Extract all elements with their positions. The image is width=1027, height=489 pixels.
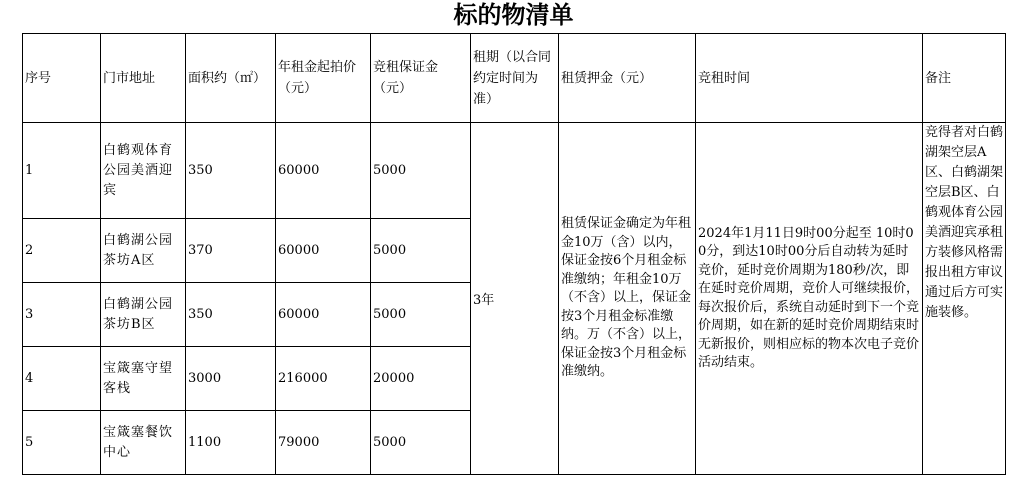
header-lease-term: 租期（以合同约定时间为准） <box>471 34 559 123</box>
cell-start-price: 60000 <box>276 123 371 219</box>
cell-lease-term: 3年 <box>471 123 559 475</box>
table-row <box>23 123 1006 219</box>
cell-start-price: 60000 <box>276 283 371 347</box>
cell-seq: 3 <box>23 283 101 347</box>
cell-start-price: 60000 <box>276 219 371 283</box>
cell-address: 宝箴塞餐饮中心 <box>101 411 186 475</box>
cell-area: 350 <box>186 283 276 347</box>
cell-area: 370 <box>186 219 276 283</box>
header-start-price: 年租金起拍价（元） <box>276 34 371 123</box>
cell-start-price: 79000 <box>276 411 371 475</box>
cell-bid-deposit: 5000 <box>371 123 471 219</box>
cell-bid-deposit: 5000 <box>371 411 471 475</box>
cell-bid-deposit: 20000 <box>371 347 471 411</box>
cell-area: 1100 <box>186 411 276 475</box>
cell-bid-time: 2024年1月11日9时00分起至 10时00分，到达10时00分后自动转为延时竞价，延时竞价周期为180秒/次，即在延时竞价周期，竞价人可继续报价，每次报价后，系统自动延时到下一个竞价周期，如在新的延时竞价周期结束时无新报价，则相应标的物本次电子竞价活动结束。 <box>696 123 923 475</box>
header-seq: 序号 <box>23 34 101 123</box>
target-list-table <box>22 33 1006 475</box>
header-lease-deposit: 租赁押金（元） <box>559 34 696 123</box>
cell-seq: 2 <box>23 219 101 283</box>
header-area: 面积约（㎡） <box>186 34 276 123</box>
cell-address: 白鹤湖公园茶坊B区 <box>101 283 186 347</box>
cell-start-price: 216000 <box>276 347 371 411</box>
header-bid-time: 竞租时间 <box>696 34 923 123</box>
cell-address: 白鹤观体育公园美酒迎宾 <box>101 123 186 219</box>
cell-address: 宝箴塞守望客栈 <box>101 347 186 411</box>
cell-bid-deposit: 5000 <box>371 283 471 347</box>
cell-area: 350 <box>186 123 276 219</box>
header-remarks: 备注 <box>923 34 1006 123</box>
cell-seq: 5 <box>23 411 101 475</box>
cell-bid-deposit: 5000 <box>371 219 471 283</box>
table-header-row <box>23 34 1006 123</box>
document-title: 标的物清单 <box>453 0 574 29</box>
cell-lease-deposit: 租赁保证金确定为年租金10万（含）以内，保证金按6个月租金标准缴纳；年租金10万（不含）以上，保证金按3个月租金标准缴纳。万（不含）以上，保证金按3个月租金标准缴纳。 <box>559 123 696 475</box>
header-bid-deposit: 竞租保证金（元） <box>371 34 471 123</box>
cell-remarks: 竞得者对白鹤湖架空层A区、白鹤湖架空层B区、白鹤观体育公园美酒迎宾承租方装修风格需报出租方审议通过后方可实施装修。 <box>923 123 1006 475</box>
cell-address: 白鹤湖公园茶坊A区 <box>101 219 186 283</box>
header-address: 门市地址 <box>101 34 186 123</box>
cell-seq: 4 <box>23 347 101 411</box>
cell-area: 3000 <box>186 347 276 411</box>
cell-seq: 1 <box>23 123 101 219</box>
